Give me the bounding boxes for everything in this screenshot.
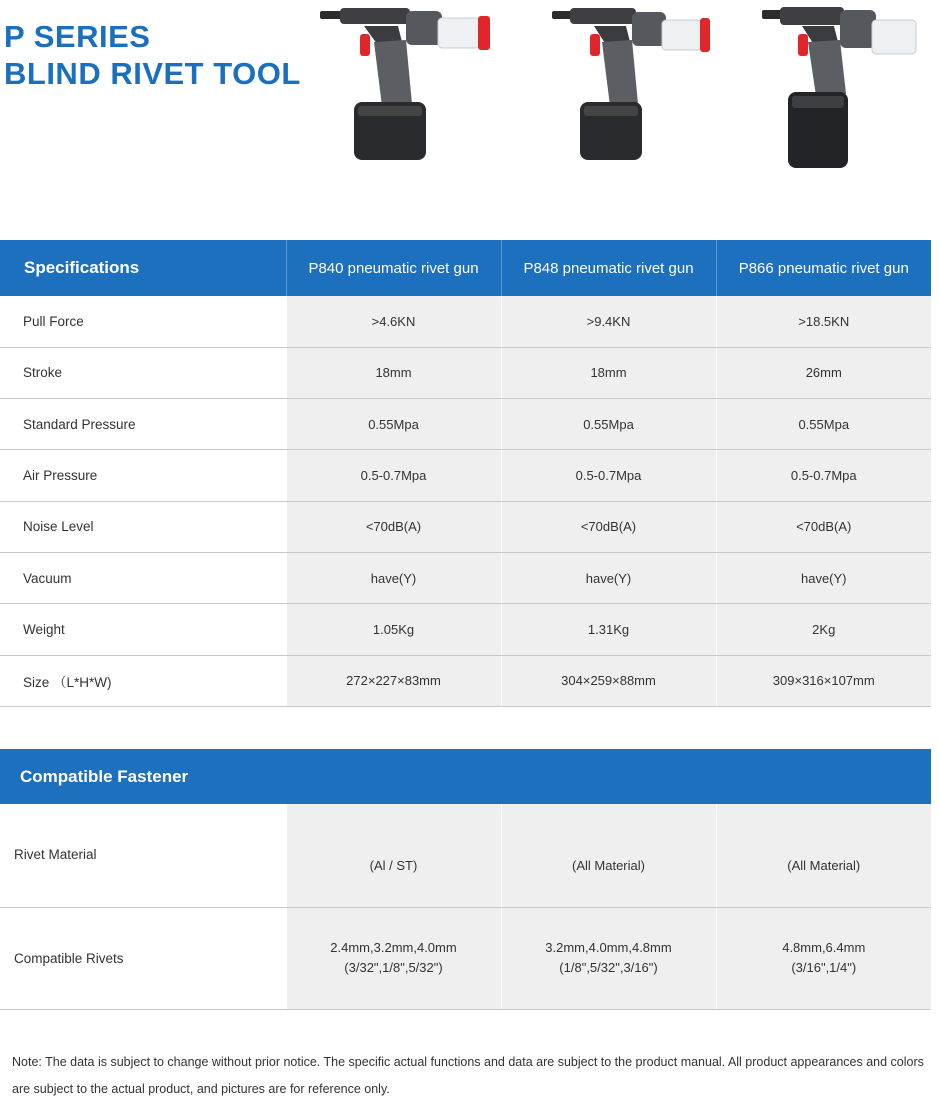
- spec-label: Vacuum: [0, 552, 286, 603]
- table-row: [0, 604, 931, 655]
- table-row: [0, 450, 931, 501]
- spec-value: have(Y): [716, 552, 931, 603]
- spec-value: 0.55Mpa: [501, 399, 716, 450]
- spec-value: 0.5-0.7Mpa: [716, 450, 931, 501]
- product-image-p840: [320, 6, 495, 164]
- product-header-p840: P840 pneumatic rivet gun: [286, 240, 501, 296]
- spec-value: <70dB(A): [716, 501, 931, 552]
- spec-value: 0.5-0.7Mpa: [286, 450, 501, 501]
- title-line-series: P SERIES: [4, 19, 151, 54]
- spec-value: 0.55Mpa: [716, 399, 931, 450]
- table-row: [0, 804, 931, 907]
- table-row: [0, 907, 931, 1009]
- spec-value: 18mm: [286, 347, 501, 398]
- spec-value: 0.5-0.7Mpa: [501, 450, 716, 501]
- rivet-gun-icon: [552, 6, 717, 164]
- fastener-value-line: 4.8mm,6.4mm: [782, 940, 866, 955]
- spec-value: >9.4KN: [501, 296, 716, 347]
- spec-label: Weight: [0, 604, 286, 655]
- table-row: [0, 296, 931, 347]
- table-row: [0, 501, 931, 552]
- specs-header-title: Specifications: [0, 240, 286, 296]
- fastener-value-line: (1/8",5/32",3/16"): [559, 960, 658, 975]
- fastener-value: [501, 804, 716, 907]
- fastener-header-title: Compatible Fastener: [0, 749, 931, 804]
- fastener-header-row: [0, 749, 931, 804]
- product-image-p848: [552, 6, 717, 164]
- specifications-table: [0, 240, 931, 707]
- fastener-value-line: (All Material): [787, 858, 861, 874]
- spec-value: have(Y): [286, 552, 501, 603]
- fastener-value-line: 2.4mm,3.2mm,4.0mm: [330, 940, 457, 955]
- spec-label: Air Pressure: [0, 450, 286, 501]
- spec-label: Noise Level: [0, 501, 286, 552]
- spec-value: >4.6KN: [286, 296, 501, 347]
- spec-value: >18.5KN: [716, 296, 931, 347]
- fastener-value-line: (3/16",1/4"): [791, 960, 857, 975]
- rivet-gun-icon: [762, 4, 932, 172]
- table-row: [0, 399, 931, 450]
- fastener-value-line: (Al / ST): [369, 858, 418, 874]
- spec-value: 26mm: [716, 347, 931, 398]
- fastener-value-line: (3/32",1/8",5/32"): [344, 960, 443, 975]
- product-header-p866: P866 pneumatic rivet gun: [716, 240, 931, 296]
- table-row: [0, 655, 931, 706]
- compatible-fastener-table: [0, 749, 931, 1010]
- spec-label: Size （L*H*W): [0, 655, 286, 706]
- spec-value: 304×259×88mm: [501, 655, 716, 706]
- spec-value: 18mm: [501, 347, 716, 398]
- table-row: [0, 552, 931, 603]
- spec-value: 2Kg: [716, 604, 931, 655]
- page-title: [4, 18, 301, 92]
- product-header-p848: P848 pneumatic rivet gun: [501, 240, 716, 296]
- title-line-tool: BLIND RIVET TOOL: [4, 56, 301, 91]
- spec-label: Pull Force: [0, 296, 286, 347]
- product-image-p866: [762, 4, 932, 172]
- fastener-label: Rivet Material: [0, 804, 286, 907]
- rivet-gun-icon: [320, 6, 495, 164]
- spec-value: <70dB(A): [501, 501, 716, 552]
- table-row: [0, 347, 931, 398]
- fastener-value: [286, 907, 501, 1009]
- spec-value: 272×227×83mm: [286, 655, 501, 706]
- fastener-value: [501, 907, 716, 1009]
- spec-label: Stroke: [0, 347, 286, 398]
- fastener-label: Compatible Rivets: [0, 907, 286, 1009]
- fastener-value-line: (All Material): [572, 858, 645, 874]
- spec-value: 0.55Mpa: [286, 399, 501, 450]
- fastener-value-line: 3.2mm,4.0mm,4.8mm: [545, 940, 672, 955]
- spec-value: have(Y): [501, 552, 716, 603]
- spec-value: 309×316×107mm: [716, 655, 931, 706]
- disclaimer-note: Note: The data is subject to change without prior notice. The specific actual functions and data are subject to the product manual. All product appearances and colors are subject to the actual product, and pictures are for reference only.: [12, 1055, 924, 1096]
- fastener-value: [716, 804, 931, 907]
- specs-header-row: [0, 240, 931, 296]
- fastener-value: [716, 907, 931, 1009]
- spec-label: Standard Pressure: [0, 399, 286, 450]
- spec-value: <70dB(A): [286, 501, 501, 552]
- spec-value: 1.31Kg: [501, 604, 716, 655]
- spec-value: 1.05Kg: [286, 604, 501, 655]
- fastener-value: [286, 804, 501, 907]
